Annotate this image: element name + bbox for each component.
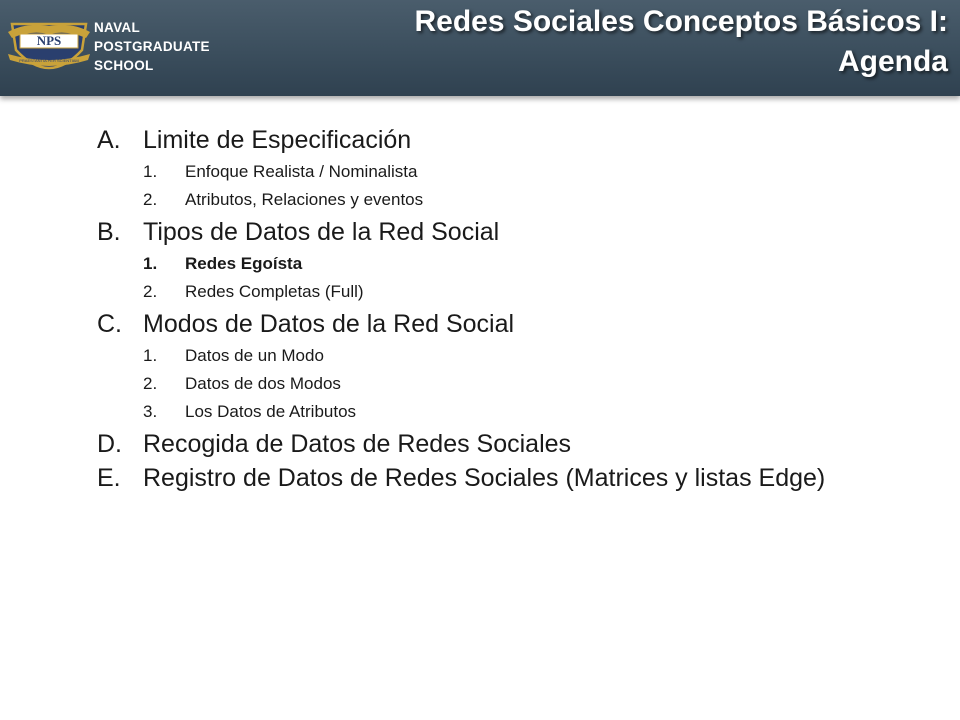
subitem-number: 2. xyxy=(143,190,158,209)
subitem-number: 2. xyxy=(143,374,158,393)
subitem-text: Atributos, Relaciones y eventos xyxy=(185,190,424,209)
agenda-item-e xyxy=(97,466,917,491)
header-bar xyxy=(0,0,960,96)
agenda-item-letter: D. xyxy=(97,430,122,458)
subitem-number: 1. xyxy=(143,162,158,181)
logo-wordmark xyxy=(94,18,210,75)
subitem-number: 1. xyxy=(143,254,158,273)
agenda-item-text: Recogida de Datos de Redes Sociales xyxy=(143,430,572,458)
subitem-text: Los Datos de Atributos xyxy=(185,402,357,421)
agenda-item-text: Registro de Datos de Redes Sociales (Matrices y listas Edge) xyxy=(143,464,826,492)
agenda-subitem xyxy=(97,346,917,366)
agenda-item-letter: E. xyxy=(97,464,121,492)
agenda-subitem-highlighted xyxy=(97,254,917,274)
agenda-subitem xyxy=(97,374,917,394)
agenda-subitem xyxy=(97,162,917,182)
slide-title-line-1: Redes Sociales Conceptos Básicos I: xyxy=(414,5,948,38)
slide-title-line-2: Agenda xyxy=(837,45,948,78)
subitem-text: Datos de dos Modos xyxy=(185,374,341,393)
nps-emblem-icon xyxy=(6,10,92,82)
subitem-text: Redes Completas (Full) xyxy=(185,282,364,301)
subitem-text: Datos de un Modo xyxy=(185,346,324,365)
agenda-subitem xyxy=(97,282,917,302)
agenda-item-letter: B. xyxy=(97,218,121,246)
agenda-item-d xyxy=(97,430,917,458)
subitem-number: 3. xyxy=(143,402,158,421)
agenda-item-letter: C. xyxy=(97,310,122,338)
slide-title xyxy=(414,2,948,82)
subitem-text: Redes Egoísta xyxy=(185,254,303,273)
nps-logo xyxy=(6,8,210,88)
agenda-subitem xyxy=(97,402,917,422)
agenda-list xyxy=(97,126,917,491)
agenda-item-c xyxy=(97,310,917,338)
logo-line-1: NAVAL xyxy=(94,20,140,35)
emblem-text: NPS xyxy=(36,33,62,48)
agenda-item-text: Limite de Especificación xyxy=(143,126,412,154)
emblem-motto: PRAESTANTIA PER SCIENTIAM xyxy=(19,58,79,63)
subitem-number: 1. xyxy=(143,346,158,365)
agenda-item-b xyxy=(97,218,917,246)
subitem-text: Enfoque Realista / Nominalista xyxy=(185,162,418,181)
subitem-number: 2. xyxy=(143,282,158,301)
logo-line-3: SCHOOL xyxy=(94,58,154,73)
agenda-item-a xyxy=(97,126,917,154)
agenda-item-text: Modos de Datos de la Red Social xyxy=(143,310,515,338)
logo-line-2: POSTGRADUATE xyxy=(94,39,210,54)
agenda-subitem xyxy=(97,190,917,210)
agenda-item-text: Tipos de Datos de la Red Social xyxy=(143,218,500,246)
agenda-item-letter: A. xyxy=(97,126,121,154)
